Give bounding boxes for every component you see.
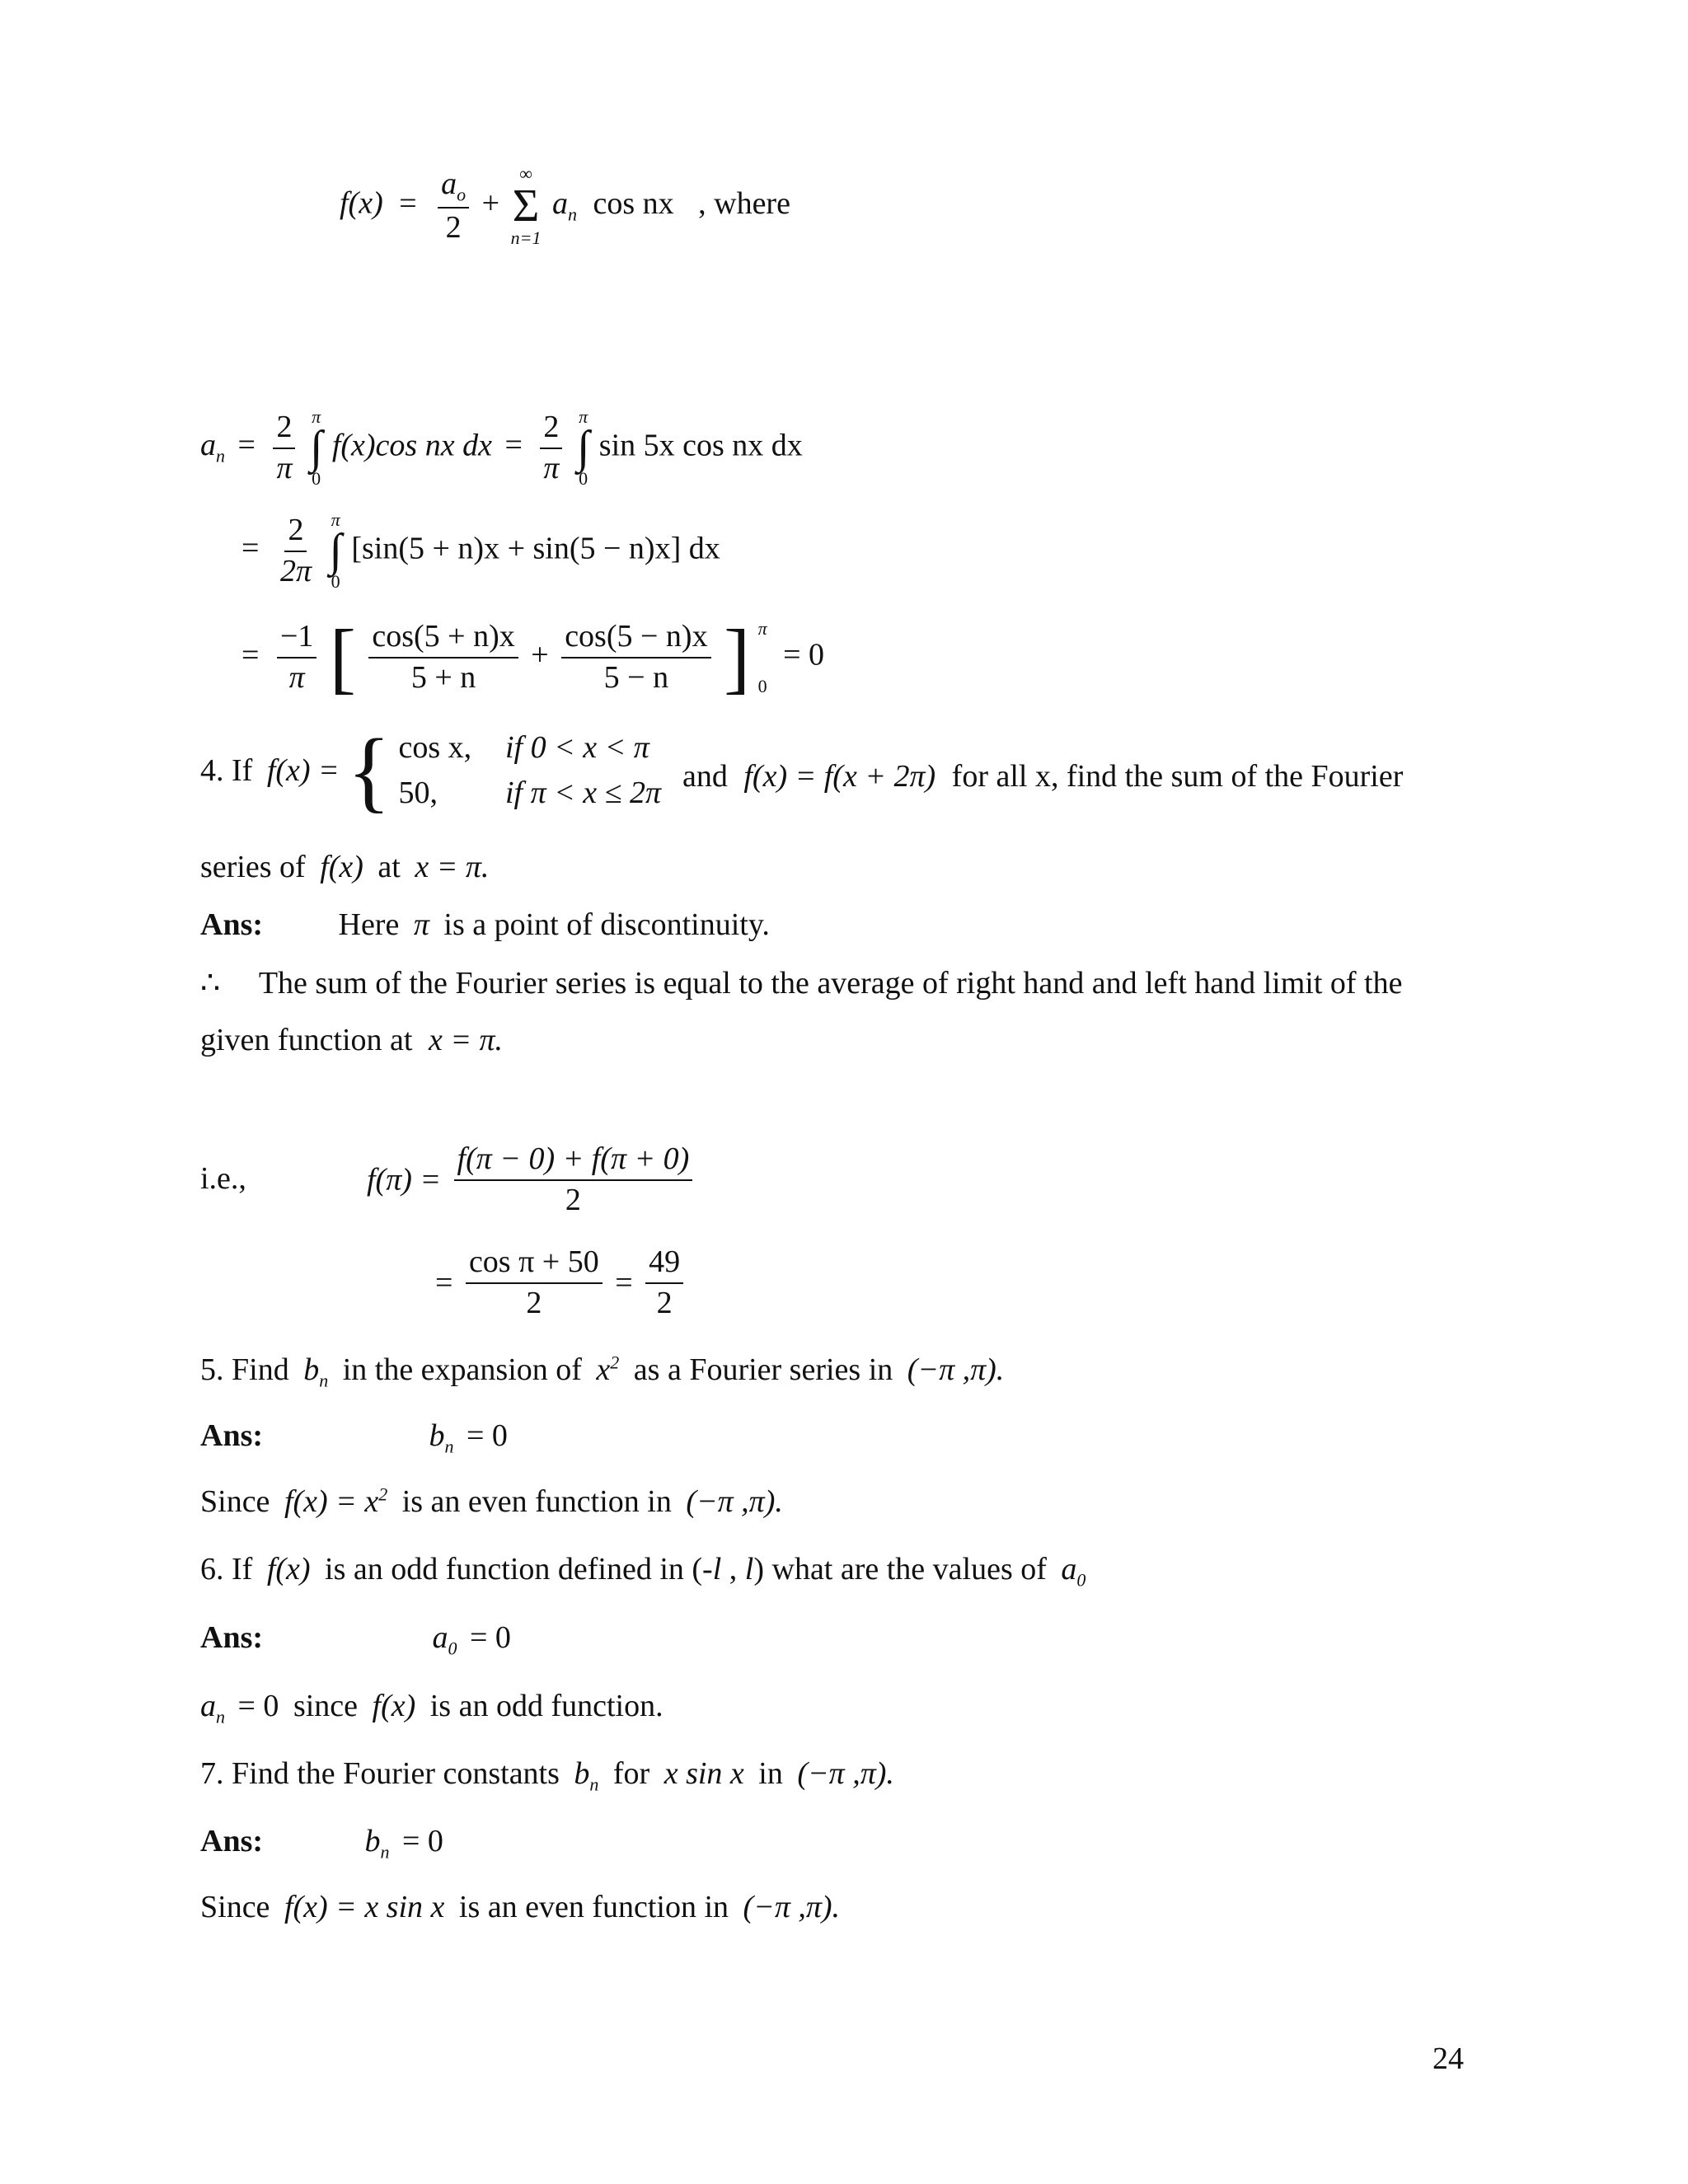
q4-fx: f(x) = — [266, 753, 340, 789]
result: = 0 — [783, 637, 825, 673]
frac-den: 2 — [565, 1182, 581, 1217]
case-condition: if 0 < x < π — [505, 730, 649, 765]
frac-cospi-plus-50 — [466, 1244, 603, 1321]
frac-den: 5 + n — [410, 660, 476, 695]
q6-an-line — [200, 1688, 663, 1728]
an-line-2 — [241, 511, 720, 591]
x-sin-x: x sin x — [663, 1756, 744, 1791]
q4-case-1 — [399, 725, 662, 771]
case-condition: if π < x ≤ 2π — [505, 776, 662, 811]
bn: $b_n$ — [574, 1756, 599, 1795]
text: Since — [200, 1484, 270, 1519]
eq-lhs: f(x) — [340, 185, 383, 221]
q5-ans-line — [200, 1418, 508, 1458]
q4-label: 4. If — [200, 753, 253, 789]
q4-ans-given-line — [200, 1022, 503, 1058]
an-line-1 — [200, 408, 803, 488]
frac-den: 5 − n — [603, 660, 669, 695]
an-lhs: $a_n$ — [200, 428, 225, 466]
bracket-limits — [758, 620, 767, 696]
eq-equals: = — [399, 185, 417, 221]
int-lower: 0 — [312, 468, 321, 490]
frac-49-over-2 — [645, 1244, 683, 1321]
left-brace-icon: { — [347, 720, 391, 822]
equals: = — [615, 1265, 633, 1301]
text: ) what are the values of — [753, 1552, 1047, 1586]
interval: (−π ,π). — [743, 1890, 841, 1924]
frac-den: 2 — [445, 209, 462, 245]
periodicity: f(x) = f(x + 2π) — [743, 759, 936, 794]
q4-ans-sum-line — [200, 964, 1402, 1001]
comma: , — [729, 1552, 738, 1586]
q4-line-1-tail — [682, 758, 1403, 794]
pi: π — [413, 907, 429, 942]
frac-2-over-pi — [540, 410, 562, 486]
q4-line-1 — [200, 720, 662, 822]
text: is an odd function defined in (- — [325, 1552, 713, 1586]
frac-num: f(π − 0) + f(π + 0) — [454, 1141, 693, 1181]
ans-label: Ans: — [200, 907, 264, 942]
an: $a_n$ — [200, 1689, 225, 1727]
frac-den: π — [543, 450, 560, 485]
frac-den: 2π — [279, 553, 312, 588]
q5-line — [200, 1352, 1004, 1392]
integral-icon: ∫ — [309, 422, 323, 473]
where-text: , where — [698, 185, 790, 221]
x-squared: $x^2$ — [596, 1352, 620, 1387]
int-upper: π — [579, 406, 588, 427]
frac-num: cos(5 + n)x — [368, 619, 518, 658]
fx-x2: $f(x) = x^2$ — [284, 1483, 388, 1519]
frac-num: 2 — [284, 513, 307, 552]
int-lower: 0 — [579, 468, 588, 490]
interval: (−π ,π). — [797, 1756, 894, 1791]
upper-limit: π — [757, 618, 767, 639]
fx: f(x) — [266, 1552, 311, 1586]
plus-sign: + — [531, 637, 549, 673]
text: series of — [200, 850, 306, 884]
text: at — [377, 850, 401, 884]
case-value: 50, — [398, 776, 438, 811]
frac-2-over-pi — [273, 410, 295, 486]
q7-label: 7. Find the Fourier constants — [200, 1756, 560, 1791]
an-line-3 — [241, 613, 825, 701]
bn: $b_n$ — [429, 1418, 454, 1457]
integral-icon: ∫ — [329, 525, 342, 576]
bn: $b_n$ — [364, 1824, 390, 1863]
frac-2-over-2pi — [277, 513, 315, 589]
x-pi: x = π. — [415, 850, 490, 884]
sum-lower: n=1 — [510, 227, 542, 248]
frac-cos-5-minus-n — [561, 619, 710, 696]
fx: f(x) = x sin x — [284, 1890, 445, 1924]
ie-label: i.e., — [200, 1161, 246, 1196]
frac-a0-over-2 — [438, 166, 469, 246]
frac-num: −1 — [277, 619, 316, 658]
ie-line-2 — [435, 1244, 688, 1321]
integral — [577, 408, 589, 488]
text: is an even function in — [401, 1484, 672, 1519]
term-an: $a_n$ — [551, 185, 577, 225]
q6-line — [200, 1551, 1085, 1591]
frac-num: 2 — [540, 410, 562, 449]
value: = 0 — [237, 1689, 279, 1723]
page-number: 24 — [1432, 2041, 1464, 2076]
frac-den: 2 — [526, 1285, 542, 1320]
text: Since — [200, 1890, 270, 1924]
sum-upper: ∞ — [519, 163, 532, 184]
plus-sign: + — [481, 185, 500, 221]
text: Here — [338, 907, 400, 942]
equals: = — [241, 531, 260, 566]
x-pi: x = π. — [428, 1023, 504, 1057]
l: l — [744, 1552, 754, 1586]
therefore-icon: ∴ — [200, 966, 221, 1001]
term-cos: cos nx — [593, 185, 674, 221]
text: The sum of the Fourier series is equal to the average of right hand and left hand limit of the — [258, 966, 1403, 1001]
summation — [511, 165, 542, 247]
right-bracket-icon: ] — [724, 613, 751, 701]
ans-label: Ans: — [200, 1824, 264, 1858]
case-value: cos x, — [398, 730, 472, 765]
equals: = — [241, 637, 260, 673]
frac-limits-average — [454, 1141, 693, 1218]
q4-line-2 — [200, 849, 489, 885]
left-bracket-icon: [ — [329, 613, 356, 701]
q4-rest: for all x, find the sum of the Fourier — [951, 759, 1404, 794]
value: = 0 — [402, 1824, 443, 1858]
q5-since-line — [200, 1483, 783, 1520]
interval: (−π ,π). — [907, 1352, 1005, 1387]
text: since — [293, 1689, 359, 1723]
frac-num: $a_o$ — [438, 166, 469, 209]
text: is an even function in — [458, 1890, 729, 1924]
q6-ans-line — [200, 1619, 511, 1660]
integral — [310, 408, 322, 488]
f-pi: f(π) = — [367, 1162, 442, 1197]
integrand: [sin(5 + n)x + sin(5 − n)x] dx — [351, 531, 720, 566]
frac-den: π — [288, 660, 305, 695]
ans-label: Ans: — [200, 1418, 264, 1453]
frac-num: cos π + 50 — [466, 1244, 603, 1284]
q7-ans-line — [200, 1823, 443, 1863]
q5-label: 5. Find — [200, 1352, 289, 1387]
frac-num: cos(5 − n)x — [561, 619, 710, 658]
value: = 0 — [470, 1620, 511, 1655]
integral-icon: ∫ — [576, 422, 590, 473]
interval: (−π ,π). — [686, 1484, 783, 1519]
q4-cases — [399, 725, 662, 816]
equals: = — [504, 428, 523, 463]
a0: $a_0$ — [432, 1620, 457, 1659]
ans-label: Ans: — [200, 1620, 264, 1655]
frac-den: π — [276, 450, 293, 485]
lower-limit: 0 — [757, 676, 767, 696]
integral — [329, 511, 341, 591]
text: is a point of discontinuity. — [443, 907, 770, 942]
q7-since-line — [200, 1889, 840, 1925]
sigma-icon: Σ — [512, 180, 540, 232]
l: l — [712, 1552, 722, 1586]
frac-num: 49 — [645, 1244, 683, 1284]
equals: = — [237, 428, 256, 463]
q4-case-2 — [399, 771, 662, 816]
q6-label: 6. If — [200, 1552, 253, 1586]
and-text: and — [682, 759, 728, 794]
text: is an odd function. — [429, 1689, 663, 1723]
bn: $b_n$ — [303, 1352, 329, 1391]
frac-den: 2 — [656, 1285, 673, 1320]
int-upper: π — [312, 406, 321, 427]
text: in — [758, 1756, 783, 1791]
text: given function at — [200, 1023, 413, 1057]
q7-line — [200, 1755, 894, 1796]
frac-num: 2 — [273, 410, 295, 449]
a0: $a_0$ — [1061, 1552, 1086, 1591]
equals: = — [435, 1265, 453, 1301]
eq-fourier-series — [340, 165, 790, 247]
q4-ans-line — [200, 907, 770, 943]
text: as a Fourier series in — [633, 1352, 893, 1387]
ie-line-1 — [367, 1141, 697, 1218]
fx: f(x) — [372, 1689, 416, 1723]
integrand: sin 5x cos nx dx — [598, 428, 803, 463]
text: in the expansion of — [342, 1352, 582, 1387]
int-lower: 0 — [331, 571, 340, 593]
value: = 0 — [467, 1418, 508, 1453]
integrand: f(x)cos nx dx — [331, 428, 492, 463]
int-upper: π — [331, 509, 340, 530]
frac-minus1-over-pi — [277, 619, 316, 696]
text: for — [612, 1756, 650, 1791]
fx: f(x) — [320, 850, 363, 884]
frac-cos-5-plus-n — [368, 619, 518, 696]
